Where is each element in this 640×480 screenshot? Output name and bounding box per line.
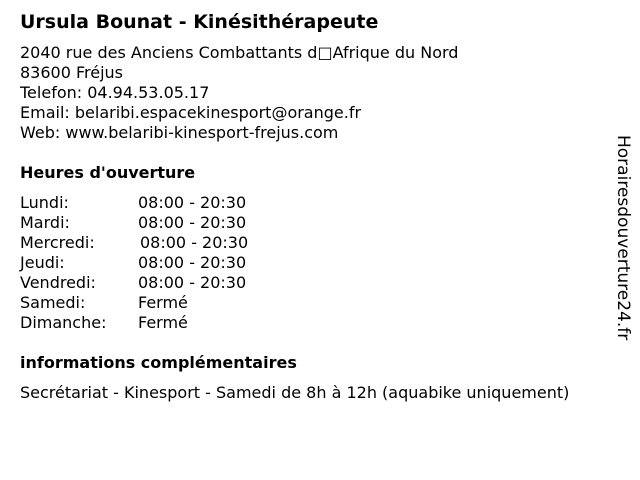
address-line-1: 2040 rue des Anciens Combattants d□Afrique du Nord <box>20 43 459 62</box>
day-label: Mardi: <box>20 213 70 232</box>
day-label: Samedi: <box>20 293 86 312</box>
time-value: 08:00 - 20:30 <box>138 213 247 232</box>
day-label: Vendredi: <box>20 273 96 292</box>
time-value: 08:00 - 20:30 <box>140 233 249 252</box>
site-watermark: Horairesdouverture24.fr <box>613 135 633 341</box>
time-value: Fermé <box>138 313 188 332</box>
time-value: 08:00 - 20:30 <box>138 273 247 292</box>
day-label: Lundi: <box>20 193 69 212</box>
info-text: Secrétariat - Kinesport - Samedi de 8h à 12h (aquabike uniquement) <box>20 383 570 402</box>
contact-block <box>20 43 458 143</box>
address-line-2: 83600 Fréjus <box>20 63 124 82</box>
phone-line: Telefon: 04.94.53.05.17 <box>20 83 210 102</box>
day-label: Jeudi: <box>20 253 65 272</box>
info-heading: informations complémentaires <box>20 353 297 372</box>
business-title: Ursula Bounat - Kinésithérapeute <box>20 11 379 33</box>
time-value: 08:00 - 20:30 <box>138 253 247 272</box>
hours-heading: Heures d'ouverture <box>20 163 196 182</box>
time-value: 08:00 - 20:30 <box>138 193 247 212</box>
day-label: Mercredi: <box>20 233 95 252</box>
day-label: Dimanche: <box>20 313 107 332</box>
web-line: Web: www.belaribi-kinesport-frejus.com <box>20 123 339 142</box>
email-line: Email: belaribi.espacekinesport@orange.fr <box>20 103 362 122</box>
time-value: Fermé <box>138 293 188 312</box>
